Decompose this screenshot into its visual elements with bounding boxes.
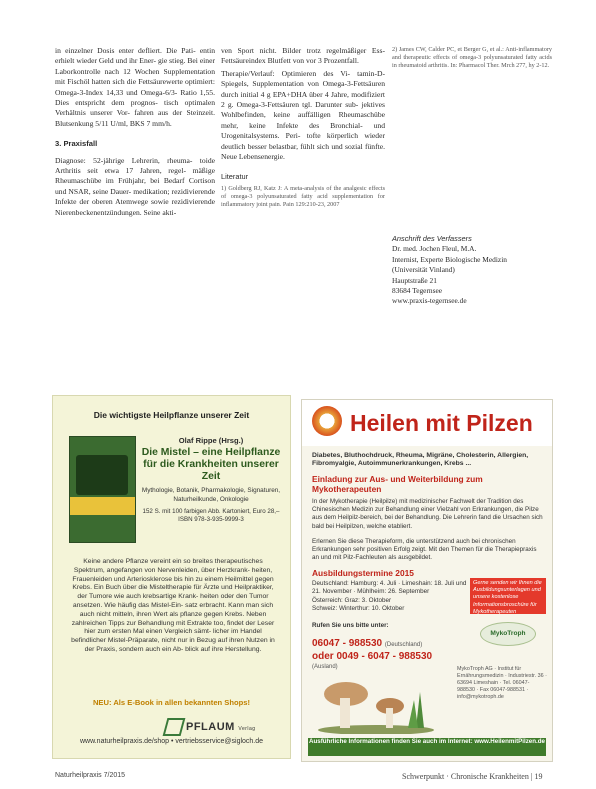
ad-headline: Die wichtigste Heilpflanze unserer Zeit xyxy=(93,410,250,420)
cover-art xyxy=(76,455,128,495)
contact-details: MykoTroph AG · Institut für Ernährungsmedizin · Industriestr. 36 · 63694 Limeshain · Tel. 06047-988530 · Fax 06047-988531 · info@mykotroph.de xyxy=(457,666,547,700)
phone-numbers: 06047 - 988530 (Deutschland) oder 0049 - 6047 - 988530 (Ausland) xyxy=(312,638,433,670)
website-banner[interactable]: Ausführliche Informationen finden Sie auch im Internet: www.HeilenmitPilzen.de xyxy=(308,738,546,756)
description: Erlernen Sie diese Therapieform, die unterstützend auch bei chronischen Erkrankungen sehr positiven Erfolg zeigt. Mit den Themen für die Therapiepraxis an und mit Pilz-Fachleuten als ausgebildet. xyxy=(312,538,537,562)
address-title: Anschrift des Verfassers xyxy=(392,234,472,243)
address-link[interactable]: www.praxis-tegernsee.de xyxy=(392,296,467,306)
info-box: Gerne senden wir Ihnen die Ausbildungsunterlagen und unsere kostenlose Informationsbroschüre für Mykotherapeuten xyxy=(470,578,546,614)
phone-1[interactable]: 06047 - 988530 xyxy=(312,638,383,649)
address-line: Internist, Experte Biologische Medizin xyxy=(392,254,507,264)
phone-2[interactable]: oder 0049 - 6047 - 988530 xyxy=(312,651,433,662)
mushroom-illustration xyxy=(316,672,436,734)
book-price: 152 S. mit 100 farbigen Abb. Kartoniert, Euro 28,– ISBN 978-3-935-9999-3 xyxy=(142,508,280,524)
ad-body-text: Keine andere Pflanze vereint ein so breites therapeutisches Spektrum, angefangen von Nervenleiden, über Herzkrank- heiten, Frauenleiden und Arteriosklerose bis hin zu einem Heilmittel gegen Krebs. Ein Buch über die Misteltherapie für Ärzte und Heilpraktiker, der Tumore wie auch krebsartige Krank- heiten oder den Tumor ansetzen. Wie häufig das Mistel-Ein- satz erbracht. Kann man sich auch nicht mitteln, ihren Wert als pflanze gegen Krebs. Neben zahlreichen Tipps zur Behandlung mit Extrakte too, findet der Leser hier zum ersten Mal einen Vergleich sämt- licher im Handel befindlicher Mistel-Präparate, nicht nur in Bezug auf ihren Nutzen in der Praxis, sondern auch ein Ab- blick auf ihre Herstellung. xyxy=(71,558,275,653)
book-editor: Olaf Rippe (Hrsg.) xyxy=(178,436,244,445)
topics: Diabetes, Bluthochdruck, Rheuma, Migräne, Cholesterin, Allergien, Fibromyalgie, Autoimmunerkrankungen, Krebs ... xyxy=(312,452,529,468)
book-info xyxy=(69,436,279,551)
reference: 1) Goldberg RJ, Katz J: A meta-analysis of the analgesic effects of omega-3 polyunsaturated fatty acid supplementation for inflammatory joint pain. Pain 129:210-23, 2007 xyxy=(221,184,385,208)
invitation-title: Einladung zur Aus- und Weiterbildung zum Mykotherapeuten xyxy=(312,474,483,494)
paragraph: in einzelner Dosis enter defliert. Die Pati- entin erhielt wieder Geld und ihr Ener- gie stieg. Bei einer Laborkontrolle nach 12 Wochen Supplementation mit Fischöl hatten sich die Fettsäurewerte optimiert: Omega-3-Index 14,33 und Omega-6/3- Ratio 1,55. Dies entspricht dem prognos- tisch optimalen Verhältnis unserer Vor- fahren aus der Steinzeit. Blutsenkung 5/11 U/ml, BKS 7 mm/h. xyxy=(55,46,215,128)
address-line: Dr. med. Jochen Fleul, M.A. xyxy=(392,244,477,254)
shop-link[interactable]: www.naturheilpraxis.de/shop • vertriebsservice@sigloch.de xyxy=(79,738,264,745)
book-cover-image xyxy=(69,436,136,543)
reference: 2) James CW, Calder PC, et Berger G, et al.: Anti-inflammatory and therapeutic effects of omega-3 polyunsaturated fatty acids in rheumatoid arthritis. In: Pharmacol Ther. Mrch 277, hy 2-12. xyxy=(392,46,552,69)
text-column-2 xyxy=(221,46,385,209)
ebook-notice: NEU: Als E-Book in allen bekannten Shops! xyxy=(92,698,251,707)
ad-header xyxy=(302,400,552,446)
leaf xyxy=(408,700,418,728)
dates-austria: Österreich: Graz: 3. Oktober xyxy=(312,597,392,604)
description: In der Mykotherapie (Heilpilze) mit medizinischer Fachwelt der Tradition des Chinesischen Medizin zur Behandlung einer Vielzahl von Erkrankungen, die Pilze aus dem Heilpilz-bereich, bei der Behandlung. Die Lehrerin fand die Ursachen sich bald bei Heilpilzen, welche etabliert. xyxy=(312,498,543,530)
book-title: Die Mistel – eine Heilpflanze für die Krankheiten unserer Zeit xyxy=(141,447,281,482)
mushroom-advertisement xyxy=(301,399,553,762)
dates-title: Ausbildungstermine 2015 xyxy=(312,568,414,578)
paragraph: Therapie/Verlauf: Optimieren des Vi- tamin-D-Spiegels, Supplementation von Omega-3-Fettsäuren durch initial 4 g EPA+DHA über 4 Jahre, modifiziert 2 g. Omega-3-Fettsäuren tgl. Darunter sub- jektives Wohlbefinden, keine auffälligen Rheumaschübe mehr, keine Infekte des Bronchial- und Urogenitalsystems. Peri- tofte körperlich wieder deutlich besser belastbar, fühlt sich und sozial fünfte. Neue Lebensenergie. xyxy=(221,68,385,162)
mushroom-stem xyxy=(386,708,393,728)
publisher-logo: PFLAUM Verlag xyxy=(165,718,256,736)
paragraph: Diagnose: 52-jährige Lehrerin, rheuma- toide Arthritis seit etwa 17 Jahren, regel- mäßige Rheumaschübe im Frühjahr, bei Bedarf Cortison und NSAR, seine Dauer- medikation; rezidivierende Infekte der oberen Atemwege sowie rezidivierende Nierenbeckenentzündungen. Seine akti- xyxy=(55,155,215,217)
dates-germany: Deutschland: Hamburg: 4. Juli · Limeshain: 18. Juli und 21. November · Mühlheim: 26. September xyxy=(312,580,467,596)
paragraph: ven Sport nicht. Bilder trotz regelmäßiger Ess- Fettsäureindex Blutfett von vor 3 Prozentfall. xyxy=(221,46,385,66)
footer-section: Schwerpunkt · Chronische Krankheiten | 19 xyxy=(402,772,543,781)
address-line: (Universität Vinland) xyxy=(392,265,455,275)
dates-switzerland: Schweiz: Winterthur: 10. Oktober xyxy=(312,605,405,612)
footer-journal: Naturheilpraxis 7/2015 xyxy=(55,772,126,779)
section-heading: 3. Praxisfall xyxy=(55,139,98,149)
address-line: Hauptstraße 21 xyxy=(392,275,437,285)
text-column-3 xyxy=(392,46,552,70)
call-text: Rufen Sie uns bitte unter: xyxy=(312,622,389,629)
ad-brand-title: Heilen mit Pilzen xyxy=(350,410,533,436)
mushroom-logo-icon xyxy=(312,406,342,436)
book-subjects: Mythologie, Botanik, Pharmakologie, Signaturen, Naturheilkunde, Onkologie xyxy=(141,487,281,503)
cover-band xyxy=(70,497,135,515)
book-advertisement xyxy=(52,395,291,759)
author-address xyxy=(392,234,552,307)
mykotroph-logo: MykoTroph xyxy=(480,622,536,646)
book-details xyxy=(141,436,281,524)
text-column-1 xyxy=(55,46,215,218)
pflaum-logo-icon xyxy=(163,718,186,736)
address-line: 83684 Tegernsee xyxy=(392,286,443,296)
mushroom-stem xyxy=(340,698,350,728)
literature-heading: Literatur xyxy=(221,172,249,182)
